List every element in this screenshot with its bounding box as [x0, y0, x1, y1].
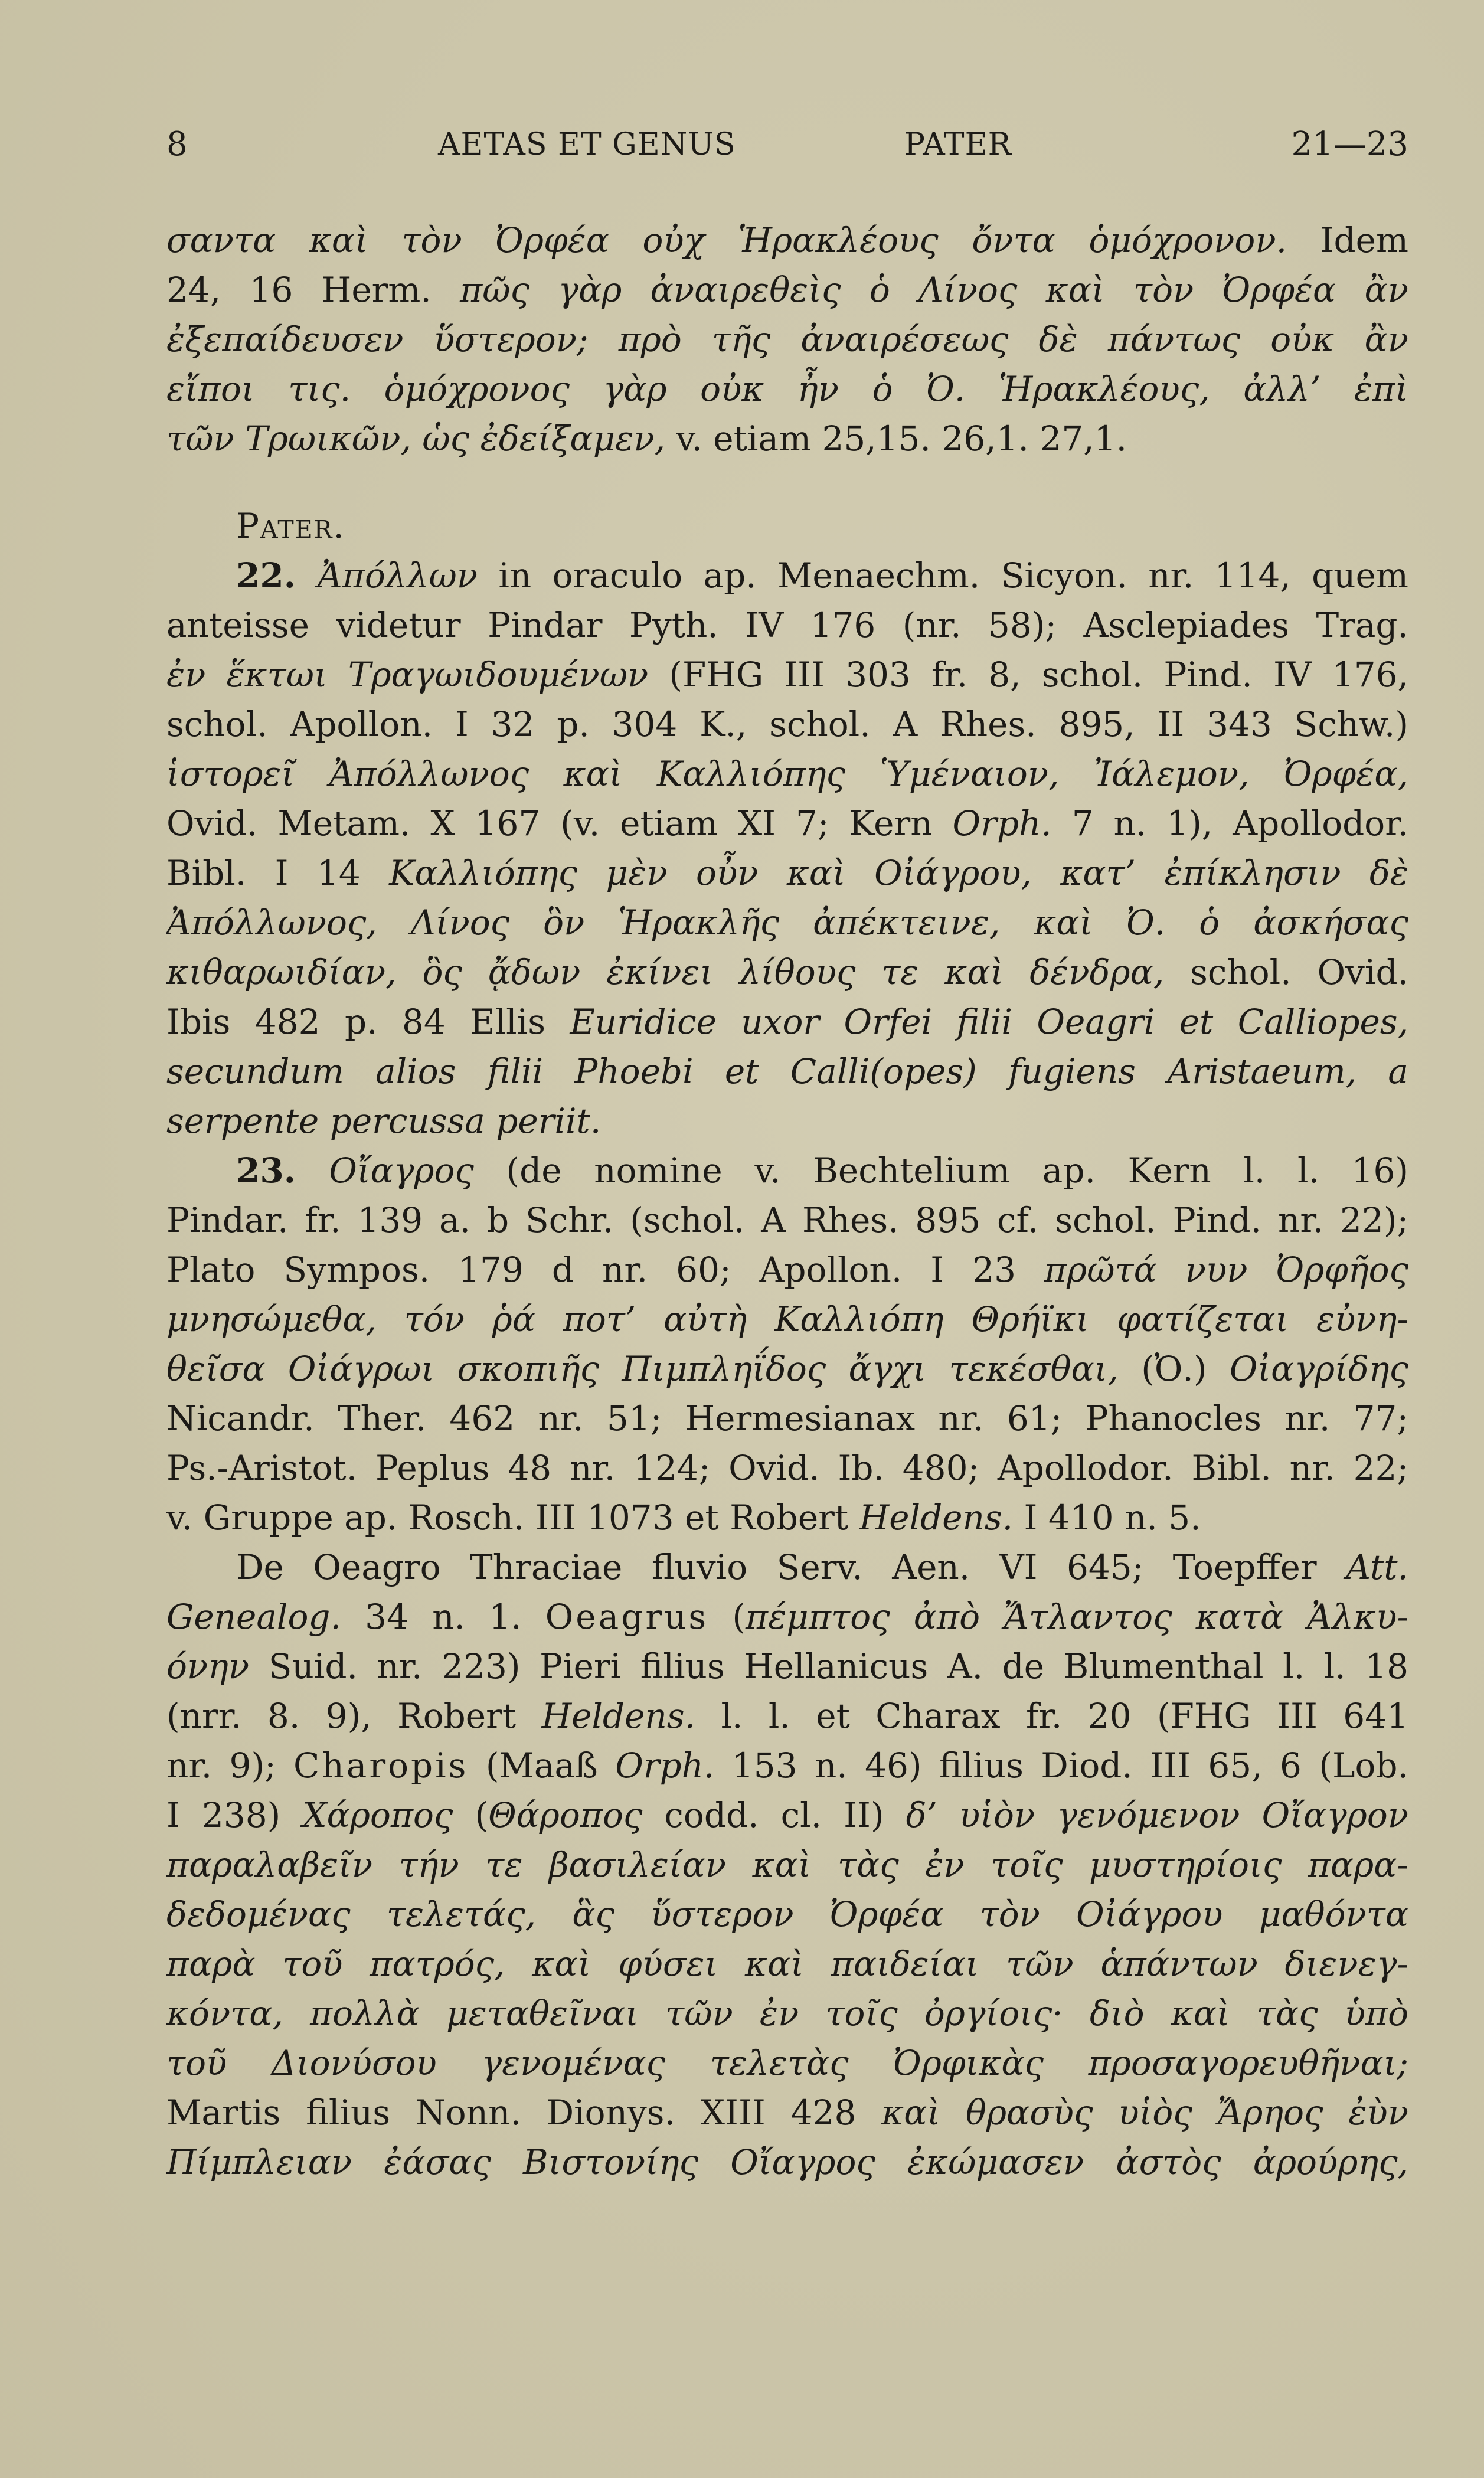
text-line [166, 1443, 1408, 1493]
latin-text: schol. Ovid. [1164, 952, 1408, 992]
text-line [166, 997, 1408, 1047]
greek-text: Πίμπλειαν ἐάσας Βιστονίης Οἴαγρος ἐκώμασεν ἀστὸς ἀρούρης, [166, 2142, 1408, 2182]
latin-text: (de nomine v. Bechtelium ap. Kern l. l. 16) [473, 1150, 1408, 1191]
entry-number: 22. [236, 555, 318, 596]
page-number: 8 [166, 125, 188, 164]
greek-text: σαντα καὶ τὸν Ὀρφέα οὐχ Ἡρακλέους ὄντα ὁμόχρονον. [166, 220, 1287, 260]
greek-text: Θάροπος [488, 1795, 643, 1835]
latin-text: Suid. nr. 223) Pieri filius Hellanicus A. de Blumenthal l. l. 18 [249, 1646, 1408, 1686]
text-line [166, 215, 1408, 265]
greek-text: ἱστορεῖ Ἀπόλλωνος καὶ Καλλιόπης Ὑμέναιον, Ἰάλεμον, Ὀρφέα, [166, 754, 1408, 794]
greek-text: ἐξεπαίδευσεν ὕστερον; πρὸ τῆς ἀναιρέσεως δὲ πάντως οὐκ ἂν [166, 319, 1408, 359]
latin-text: v. Gruppe ap. Rosch. III 1073 et Robert [166, 1498, 859, 1538]
latin-text: (FHG III 303 fr. 8, schol. Pind. IV 176, [648, 655, 1408, 695]
latin-text: Charopis [293, 1745, 469, 1786]
greek-text: θεῖσα Οἰάγρωι σκοπιῆς Πιμπληΐδος ἄγχι τεκέσθαι, [166, 1349, 1119, 1389]
text-line [166, 650, 1408, 699]
text-line [166, 749, 1408, 799]
text-line [166, 1047, 1408, 1096]
text-line [166, 600, 1408, 650]
text-line [166, 1542, 1408, 1592]
latin-text: nr. 9); [166, 1745, 294, 1786]
greek-text: Ἀπόλλων [318, 555, 478, 596]
text-line [166, 898, 1408, 947]
greek-text: δ’ υἱὸν γενόμενον Οἴαγρον [906, 1795, 1408, 1835]
latin-text: Plato Sympos. 179 d nr. 60; Apollon. I 23 [166, 1250, 1045, 1290]
text-line [166, 1889, 1408, 1939]
greek-text: καὶ θρασὺς υἱὸς Ἄρηος ἐὺν [881, 2093, 1408, 2133]
latin-text: I 238) [166, 1795, 303, 1835]
text-line [166, 1642, 1408, 1691]
latin-text: Ovid. Metam. X 167 (v. etiam XI 7; Kern [166, 803, 953, 844]
latin-text: Genealog. [166, 1597, 341, 1637]
latin-text: Att. [1346, 1547, 1408, 1587]
greek-text: εἴποι τις. ὁμόχρονος γὰρ οὐκ ἦν ὁ Ὀ. Ἡρακλέους, ἀλλ’ ἐπὶ [166, 369, 1408, 409]
latin-text: Euridice uxor Orfei filii Oeagri et Calliopes, [570, 1002, 1408, 1042]
running-title-section: PATER [904, 127, 1012, 162]
latin-text: Ps.-Aristot. Peplus 48 nr. 124; Ovid. Ib. 480; Apollodor. Bibl. nr. 22; [166, 1448, 1408, 1488]
greek-text: Οἰαγρίδης [1229, 1349, 1408, 1389]
greek-text: τῶν Τρωικῶν, ὡς ἐδείξαμεν, [166, 419, 666, 459]
latin-text: serpente percussa periit. [166, 1101, 602, 1141]
text-line [166, 1344, 1408, 1394]
latin-text: Oeagrus [545, 1597, 709, 1637]
greek-text: Ἀπόλλωνος, Λίνος ὃν Ἡρακλῆς ἀπέκτεινε, καὶ Ὀ. ὁ ἀσκήσας [166, 903, 1408, 943]
latin-text: I 410 n. 5. [1013, 1498, 1201, 1538]
text-line [166, 315, 1408, 364]
text-line [166, 1592, 1408, 1642]
greek-text: κιθαρωιδίαν, ὃς ᾄδων ἐκίνει λίθους τε καὶ δένδρα, [166, 952, 1165, 992]
latin-text: ( [453, 1795, 489, 1835]
text-line [166, 2038, 1408, 2088]
page-body [166, 215, 1408, 2187]
greek-text: Καλλιόπης μὲν οὖν καὶ Οἰάγρου, κατ’ ἐπίκλησιν δὲ [389, 853, 1408, 893]
section-range: 21—23 [1291, 125, 1408, 164]
text-line [166, 1394, 1408, 1443]
greek-text: πέμπτος ἀπὸ Ἄτλαντος κατὰ Ἀλκυ- [746, 1597, 1408, 1637]
latin-text: (Maaß [468, 1745, 616, 1786]
greek-text: πρῶτά νυν Ὀρφῆος [1044, 1250, 1408, 1290]
text-line [166, 1493, 1408, 1542]
latin-text: Ibis 482 p. 84 Ellis [166, 1002, 570, 1042]
greek-text: ἐν ἕκτωι Τραγωιδουμένων [166, 655, 649, 695]
text-line [166, 947, 1408, 997]
latin-text: (nrr. 8. 9), Robert [166, 1696, 542, 1736]
latin-text: 34 n. 1. [341, 1597, 545, 1637]
latin-text: (Ὀ.) [1118, 1349, 1230, 1389]
text-line [166, 848, 1408, 898]
text-line [166, 414, 1408, 463]
latin-text: secundum alios filii Phoebi et Calli(opes) fugiens Aristaeum, a [166, 1051, 1408, 1091]
latin-text: v. etiam 25,15. 26,1. 27,1. [665, 419, 1127, 459]
greek-text: πῶς γὰρ ἀναιρεθεὶς ὁ Λίνος καὶ τὸν Ὀρφέα ἂν [460, 270, 1408, 310]
section-heading: Pater. [236, 506, 345, 546]
greek-text: παρὰ τοῦ πατρός, καὶ φύσει καὶ παιδείαι τῶν ἁπάντων διενεγ- [166, 1944, 1408, 1984]
entry-22 [166, 551, 1408, 1146]
latin-text: codd. cl. II) [642, 1795, 906, 1835]
latin-text: Pindar. fr. 139 a. b Schr. (schol. A Rhes. 895 cf. schol. Pind. nr. 22); [166, 1200, 1408, 1240]
text-line [166, 1195, 1408, 1245]
greek-text: τοῦ Διονύσου γενομένας τελετὰς Ὀρφικὰς προσαγορευθῆναι; [166, 2043, 1408, 2083]
greek-text: παραλαβεῖν τήν τε βασιλείαν καὶ τὰς ἐν τοῖς μυστηρίοις παρα- [166, 1845, 1408, 1885]
latin-text: schol. Apollon. I 32 p. 304 K., schol. A Rhes. 895, II 343 Schw.) [166, 704, 1408, 744]
greek-text: Χάροπος [302, 1795, 453, 1835]
latin-text: 153 n. 46) filius Diod. III 65, 6 (Lob. [714, 1745, 1408, 1786]
entry-23 [166, 1146, 1408, 2187]
greek-text: δεδομένας τελετάς, ἃς ὕστερον Ὀρφέα τὸν Οἰάγρου μαθόντα [166, 1894, 1408, 1934]
text-line [166, 1691, 1408, 1741]
text-line [166, 265, 1408, 315]
running-header [166, 121, 1408, 168]
latin-text: 7 n. 1), Apollodor. [1051, 803, 1408, 844]
text-line [166, 1146, 1408, 1195]
latin-text: Martis filius Nonn. Dionys. XIII 428 [166, 2093, 882, 2133]
greek-text: κόντα, πολλὰ μεταθεῖναι τῶν ἐν τοῖς ὀργίοις· διὸ καὶ τὰς ὑπὸ [166, 1993, 1408, 2034]
latin-text: Nicandr. Ther. 462 nr. 51; Hermesianax nr. 61; Phanocles nr. 77; [166, 1398, 1408, 1439]
latin-text: 24, 16 Herm. [166, 270, 460, 310]
text-line [166, 364, 1408, 414]
latin-text: Heldens. [859, 1498, 1014, 1538]
greek-text: Οἴαγρος [329, 1150, 474, 1191]
text-line [166, 2088, 1408, 2137]
text-line [166, 1840, 1408, 1889]
text-line [166, 1294, 1408, 1344]
text-line [166, 1741, 1408, 1790]
text-line [166, 1939, 1408, 1989]
text-line [166, 1790, 1408, 1840]
latin-text: l. l. et Charax fr. 20 (FHG III 641 [695, 1696, 1408, 1736]
text-line [166, 1245, 1408, 1294]
text-line [166, 799, 1408, 848]
latin-text: De Oeagro Thraciae fluvio Serv. Aen. VI 645; Toepffer [236, 1547, 1346, 1587]
latin-text: Bibl. I 14 [166, 853, 390, 893]
latin-text: Orph. [952, 803, 1052, 844]
latin-text: anteisse videtur Pindar Pyth. IV 176 (nr. 58); Asclepiades Trag. [166, 605, 1408, 645]
latin-text: in oraculo ap. Menaechm. Sicyon. nr. 114, quem [478, 555, 1408, 596]
greek-text: όνην [166, 1646, 250, 1686]
latin-text: Orph. [615, 1745, 715, 1786]
greek-text: μνησώμεθα, τόν ῥά ποτ’ αὐτὴ Καλλιόπη Θρήϊκι φατίζεται εὐνη- [166, 1299, 1408, 1339]
latin-text: ( [708, 1597, 746, 1637]
entry-number: 23. [236, 1150, 329, 1191]
text-line [166, 2137, 1408, 2187]
latin-text: Idem [1287, 220, 1408, 260]
text-line [166, 699, 1408, 749]
running-title: AETAS ET GENUS [438, 127, 736, 162]
text-line [166, 551, 1408, 600]
text-line [166, 1096, 1408, 1146]
latin-text: Heldens. [541, 1696, 696, 1736]
continuation-paragraph [166, 215, 1408, 463]
text-line [166, 1989, 1408, 2038]
